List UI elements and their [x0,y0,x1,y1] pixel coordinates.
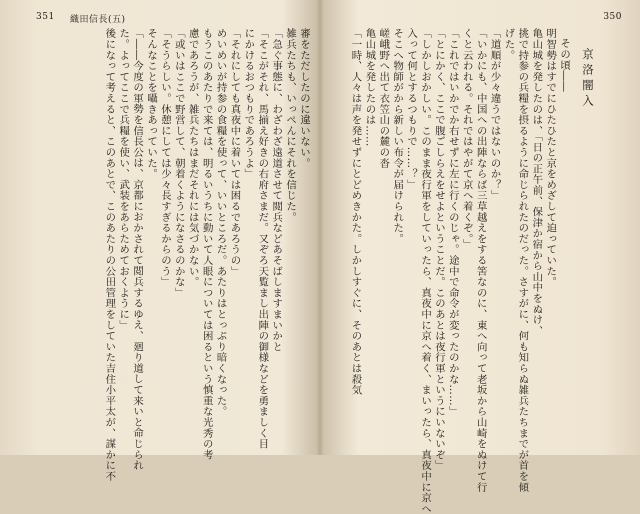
text-line: 審をただしたのに違いない。 [298,28,310,169]
text-line: 後になって考えると、このあとで、このあたりの公田管理をしていた吉住小平太が、謀かに不 [103,28,116,482]
text-line: 「一時、人々は声を発せずにとどめきかた。しかしすぐに、そのあとは殺気 [349,28,362,396]
text-line: 雑兵たちも、いっぺんにそれを信じた。 [284,28,297,223]
text-line: にかけるおつもりであろうよ」 [242,28,255,180]
text-line: 亀山城を発したのは、「日の正午前、保津か宿から山中をぬけ、 [530,28,543,336]
left-page [0,0,320,482]
text-line: 明智勢はすでにひたひたと京をめざして迫っていた。 [544,28,557,288]
text-line: 慮であろうが、雑兵たちはまだそれには気づかない。 [186,28,199,288]
chapter-title: 京洛闇入 [581,48,595,110]
text-line: 「これではいかでか右せずに左に行くのじゃ。途中で命令が変ったのかな……」 [446,28,459,417]
section-heading: その頃―― [558,38,571,92]
text-line: げた。 [502,28,515,61]
right-page [320,0,640,514]
text-line: 入って何とするつもりで……？」 [405,28,418,190]
text-line: めいめいが持参の食糧を使って、いいところだ。あたりはとっぷり暗くなった。 [214,28,227,417]
text-line: くと云われる。それではやがて京へ着くぞ。」 [460,28,473,250]
text-line: 「――今度の軍勢を信長公は、京都におかされて閲兵するゆえ、廻り道して来いと命じられ [131,28,144,471]
text-line: た。よってここで兵糧を使い、武装をあらためておくように」 [117,28,130,331]
text-line: 「急ぐ事態に、わざわざ遠道させて閲兵などあそばしますまいかと [270,28,283,352]
text-line: 「そうらしい。休憩にしては少々長すぎるからのう」 [158,28,171,288]
left-page-number: 351 [36,12,55,22]
text-line: もうこのあたりで来ては、明るいうちに動いて人眼については困るという慎重な光秀の考 [200,28,213,460]
text-line: そんなことを囁きあっていた。 [145,28,158,180]
text-line: 「しかしおかしい。このまま夜行軍をしていったら、真夜中に京へ着く、まいったら、真夜中に京へ [419,28,432,514]
text-line: 挑で持参の兵糧を摂るように命じられたのだった。さすがに、何も知らぬ雑兵たちまでが首を傾 [516,28,529,493]
left-running-title: 織田信長(五) [70,15,126,25]
text-line: 「道順が少々違うではないのか？」 [488,28,501,201]
text-line: 嵯峨野へ出て衣笠山の麓の沓 [377,28,390,169]
text-line: 「そこがそれ、馬揃え好きの右府さまだ。又ぞろ天覧まし出陣の御様などを勇ましく目 [256,28,269,450]
text-line: 「とにかく、ここで腹ごしらえをせよということだ。このあとは夜行軍というにいないぞ」 [432,28,445,471]
text-line: 「いかにも、中国への出陣ならば三草越えをする筈なのに、東へ向って老坂から山崎をぬけて行 [474,28,487,493]
right-body-text [348,28,612,514]
text-line: 「或いはここで野営して、朝着くようになさるのかな」 [172,28,185,298]
right-page-number: 350 [603,12,622,22]
left-body-text [101,28,310,482]
text-line: そこへ物師がから新しい布令が届けられた。 [391,28,404,244]
text-line: 「それにしても真夜中に着いては困るであろうの」 [228,28,241,277]
text-line: 亀山城を発したのは…… [363,28,376,147]
